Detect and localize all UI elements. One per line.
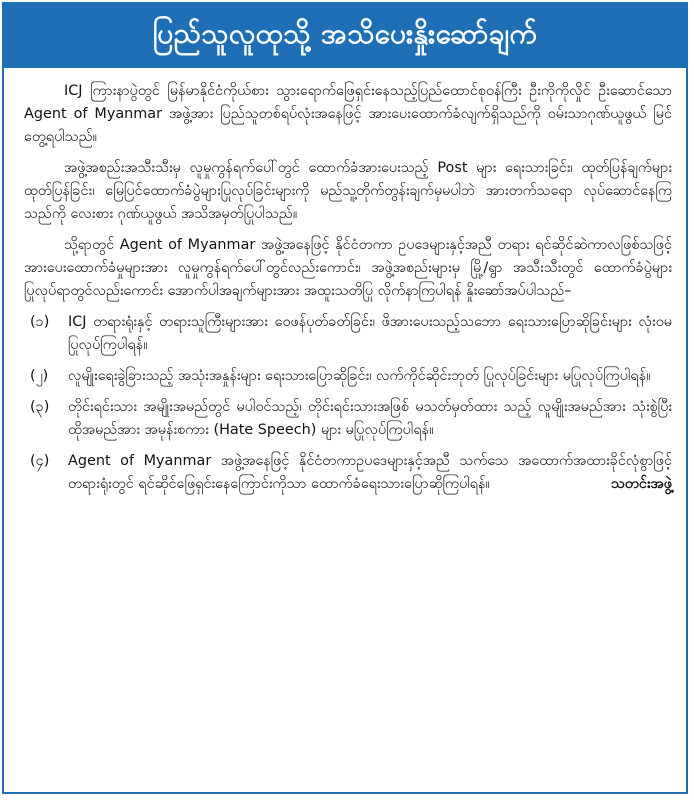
list-item-marker: (၄) (30, 453, 50, 469)
list-item (24, 450, 672, 496)
paragraph-recognition: အဖွဲ့အစည်းအသီးသီးမှ လူမှုကွန်ရက်ပေါ်တွင် ထောက်ခံအားပေးသည့် Post များ ရေးသားခြင်း၊ ထုတ်ပြန်ချက်များ ထုတ်ပြန်ခြင်း၊ မြေပြင်ထောက်ခံပွဲများပြုလုပ်ခြင်းများကို မည်သူ့တိုက်တွန်းချက်မှမပါဘဲ အားတက်သရော လုပ်ဆောင်နေကြသည်ကို လေးစား ဂုဏ်ယူဖွယ် အသိအမှတ်ပြုပါသည်။ (24, 160, 672, 222)
list-item-text: ICJ တရားရုံးနှင့် တရားသူကြီးများအား ဝေဖန်ပုတ်ခတ်ခြင်း၊ ဖိအားပေးသည့်သဘော ရေးသားပြောဆိုခြင်းများ လုံးဝမပြုလုပ်ကြပါရန်။ (68, 314, 672, 353)
list-item-marker: (၂) (30, 368, 49, 384)
guideline-list (24, 311, 672, 496)
paragraph-appeal: သို့ရာတွင် Agent of Myanmar အဖွဲ့အနေဖြင့် နိုင်ငံတကာ ဥပဒေများနှင့်အညီ တရား ရင်ဆိုင်ဆဲကာလဖြစ်သဖြင့် အားပေးထောက်ခံမှုများအား လူမှုကွန်ရက်ပေါ်တွင်လည်းကောင်း၊ အဖွဲ့အစည်းများမှ မြို့/ရွာ အသီးသီးတွင် ထောက်ခံပွဲများပြုလုပ်ရာတွင်လည်းကောင်း အောက်ပါအချက်များအား အထူးသတိပြု လိုက်နာကြပါရန် နှိုးဆော်အပ်ပါသည်– (24, 237, 672, 299)
list-item (24, 365, 672, 388)
notice-title: ပြည်သူလူထုသို့ အသိပေးနှိုးဆော်ချက် (152, 17, 538, 50)
list-item (24, 396, 672, 442)
list-item-text: လူမျိုးရေးခွဲခြားသည့် အသုံးအနှုန်းများ ရေးသားပြောဆိုခြင်း၊ လက်ကိုင်ဆိုင်းဘုတ် ပြုလုပ်ခြင်းများ မပြုလုပ်ကြပါရန်။ (68, 368, 651, 384)
paragraph-intro: ICJ ကြားနာပွဲတွင် မြန်မာနိုင်ငံကိုယ်စား သွားရောက်ဖြေရှင်းနေသည့်ပြည်ထောင်စုဝန်ကြီး ဦးကိုကိုလှိုင် ဦးဆောင်သော Agent of Myanmar အဖွဲ့အား ပြည်သူတစ်ရပ်လုံးအနေဖြင့် အားပေးထောက်ခံလျက်ရှိသည်ကို ဝမ်းသာဂုဏ်ယူဖွယ် မြင်တွေ့ရပါသည်။ (24, 83, 672, 145)
title-banner (4, 4, 686, 68)
list-item-marker: (၃) (30, 399, 50, 415)
notice-body (24, 80, 672, 786)
list-item (24, 311, 672, 357)
list-item-marker: (၁) (30, 314, 50, 330)
list-item-text: Agent of Myanmar အဖွဲ့အနေဖြင့် နိုင်ငံတကာဥပဒေများနှင့်အညီ သက်သေ အထောက်အထားခိုင်လုံစွာဖြင့် တရားရုံးတွင် ရင်ဆိုင်ဖြေရှင်းနေကြောင်းကိုသာ ထောက်ခံရေးသားပြောဆိုကြပါရန်။ (68, 453, 672, 492)
notice-frame (2, 2, 688, 794)
list-item-text: တိုင်းရင်းသား အမျိုးအမည်တွင် မပါဝင်သည့်၊ တိုင်းရင်းသားအဖြစ် မသတ်မှတ်ထား သည့် လူမျိုးအမည်အား သုံးစွဲပြီး ထိုအမည်အား အမုန်းစကား (Hate Speech) များ မပြုလုပ်ကြပါရန်။ (68, 399, 672, 438)
signature: သတင်းအဖွဲ့ (611, 476, 672, 492)
